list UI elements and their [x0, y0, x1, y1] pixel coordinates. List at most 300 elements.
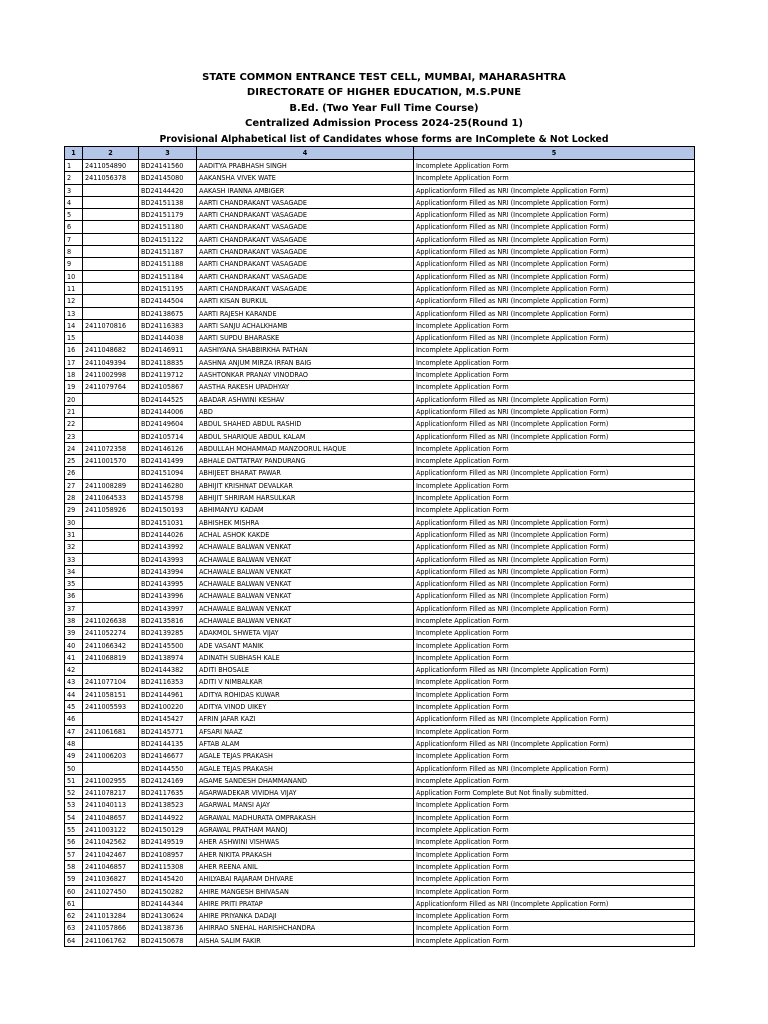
serial-cell: 43 — [65, 676, 83, 688]
form-number-cell: BD24144026 — [139, 528, 197, 540]
candidate-name-cell: AFTAB ALAM — [197, 737, 414, 749]
candidate-name-cell: AARTI KISAN BURKUL — [197, 295, 414, 307]
status-cell: Incomplete Application Form — [414, 381, 695, 393]
table-row — [65, 528, 695, 540]
status-cell: Incomplete Application Form — [414, 774, 695, 786]
serial-cell: 44 — [65, 688, 83, 700]
status-cell: Applicationform Filled as NRI (Incomplete Application Form) — [414, 528, 695, 540]
candidate-name-cell: ACHAWALE BALWAN VENKAT — [197, 602, 414, 614]
table-row — [65, 492, 695, 504]
status-cell: Incomplete Application Form — [414, 848, 695, 860]
header-title: STATE COMMON ENTRANCE TEST CELL, MUMBAI, MAHARASHTRA — [202, 72, 566, 83]
application-id-cell: 2411002955 — [83, 774, 139, 786]
application-id-cell: 2411036827 — [83, 873, 139, 885]
status-cell: Incomplete Application Form — [414, 504, 695, 516]
table-row — [65, 848, 695, 860]
candidate-name-cell: AARTI SANJU ACHALKHAMB — [197, 319, 414, 331]
table-row — [65, 467, 695, 479]
serial-cell: 62 — [65, 910, 83, 922]
status-cell: Applicationform Filled as NRI (Incomplete Application Form) — [414, 467, 695, 479]
candidate-name-cell: AHER ASHWINI VISHWAS — [197, 836, 414, 848]
application-id-cell — [83, 516, 139, 528]
candidate-name-cell: AAKASH IRANNA AMBIGER — [197, 184, 414, 196]
candidate-name-cell: AARTI CHANDRAKANT VASAGADE — [197, 221, 414, 233]
status-cell: Incomplete Application Form — [414, 860, 695, 872]
application-id-cell: 2411003122 — [83, 824, 139, 836]
serial-cell: 19 — [65, 381, 83, 393]
application-id-cell: 2411048657 — [83, 811, 139, 823]
serial-cell: 16 — [65, 344, 83, 356]
serial-cell: 5 — [65, 209, 83, 221]
candidate-name-cell: AFRIN JAFAR KAZI — [197, 713, 414, 725]
status-cell: Incomplete Application Form — [414, 934, 695, 946]
candidate-name-cell: ABHIMANYU KADAM — [197, 504, 414, 516]
application-id-cell: 2411049394 — [83, 356, 139, 368]
candidate-name-cell: AHIRE PRITI PRATAP — [197, 897, 414, 909]
candidate-name-cell: AGRAWAL PRATHAM MANOJ — [197, 824, 414, 836]
status-cell: Incomplete Application Form — [414, 799, 695, 811]
serial-cell: 14 — [65, 319, 83, 331]
table-row — [65, 209, 695, 221]
table-row — [65, 664, 695, 676]
form-number-cell: BD24151195 — [139, 282, 197, 294]
candidate-name-cell: ABHIJIT SHRIRAM HARSULKAR — [197, 492, 414, 504]
application-id-cell — [83, 282, 139, 294]
form-number-cell: BD24138974 — [139, 651, 197, 663]
status-cell: Incomplete Application Form — [414, 344, 695, 356]
form-number-cell: BD24151188 — [139, 258, 197, 270]
table-row — [65, 627, 695, 639]
candidate-name-cell: AFSARI NAAZ — [197, 725, 414, 737]
serial-cell: 4 — [65, 196, 83, 208]
application-id-cell: 2411079764 — [83, 381, 139, 393]
serial-cell: 20 — [65, 393, 83, 405]
form-number-cell: BD24116353 — [139, 676, 197, 688]
table-row — [65, 774, 695, 786]
serial-cell: 36 — [65, 590, 83, 602]
form-number-cell: BD24151094 — [139, 467, 197, 479]
status-cell: Applicationform Filled as NRI (Incomplete Application Form) — [414, 541, 695, 553]
candidate-name-cell: ABADAR ASHWINI KESHAV — [197, 393, 414, 405]
form-number-cell: BD24144135 — [139, 737, 197, 749]
serial-cell: 33 — [65, 553, 83, 565]
status-cell: Applicationform Filled as NRI (Incomplete Application Form) — [414, 209, 695, 221]
form-number-cell: BD24145420 — [139, 873, 197, 885]
status-cell: Application Form Complete But Not finally submitted. — [414, 787, 695, 799]
form-number-cell: BD24151180 — [139, 221, 197, 233]
serial-cell: 58 — [65, 860, 83, 872]
form-number-cell: BD24116383 — [139, 319, 197, 331]
application-id-cell: 2411068819 — [83, 651, 139, 663]
form-number-cell: BD24138736 — [139, 922, 197, 934]
application-id-cell: 2411048682 — [83, 344, 139, 356]
serial-cell: 49 — [65, 750, 83, 762]
table-row — [65, 614, 695, 626]
form-number-cell: BD24149604 — [139, 418, 197, 430]
status-cell: Applicationform Filled as NRI (Incomplete Application Form) — [414, 737, 695, 749]
form-number-cell: BD24144525 — [139, 393, 197, 405]
application-id-cell: 2411013284 — [83, 910, 139, 922]
candidate-name-cell: AASHTONKAR PRANAY VINODRAO — [197, 369, 414, 381]
table-row — [65, 713, 695, 725]
table-row — [65, 504, 695, 516]
form-number-cell: BD24105714 — [139, 430, 197, 442]
form-number-cell: BD24150282 — [139, 885, 197, 897]
status-cell: Incomplete Application Form — [414, 725, 695, 737]
serial-cell: 30 — [65, 516, 83, 528]
status-cell: Applicationform Filled as NRI (Incomplete Application Form) — [414, 590, 695, 602]
status-cell: Applicationform Filled as NRI (Incomplete Application Form) — [414, 897, 695, 909]
table-row — [65, 455, 695, 467]
status-cell: Incomplete Application Form — [414, 369, 695, 381]
table-row — [65, 799, 695, 811]
status-cell: Incomplete Application Form — [414, 160, 695, 172]
table-row — [65, 393, 695, 405]
table-row — [65, 516, 695, 528]
table-row — [65, 282, 695, 294]
serial-cell: 56 — [65, 836, 83, 848]
form-number-cell: BD24117635 — [139, 787, 197, 799]
serial-cell: 28 — [65, 492, 83, 504]
application-id-cell — [83, 393, 139, 405]
status-cell: Incomplete Application Form — [414, 614, 695, 626]
status-cell: Incomplete Application Form — [414, 479, 695, 491]
serial-cell: 7 — [65, 233, 83, 245]
document-header — [0, 70, 768, 147]
form-number-cell: BD24143994 — [139, 565, 197, 577]
application-id-cell: 2411070816 — [83, 319, 139, 331]
status-cell: Incomplete Application Form — [414, 172, 695, 184]
table-row — [65, 442, 695, 454]
form-number-cell: BD24145798 — [139, 492, 197, 504]
application-id-cell: 2411066342 — [83, 639, 139, 651]
serial-cell: 38 — [65, 614, 83, 626]
application-id-cell — [83, 258, 139, 270]
serial-cell: 35 — [65, 578, 83, 590]
serial-cell: 47 — [65, 725, 83, 737]
serial-cell: 26 — [65, 467, 83, 479]
application-id-cell: 2411061762 — [83, 934, 139, 946]
candidate-name-cell: AGARWAL MANSI AJAY — [197, 799, 414, 811]
candidate-name-cell: AARTI CHANDRAKANT VASAGADE — [197, 246, 414, 258]
status-cell: Incomplete Application Form — [414, 885, 695, 897]
table-row — [65, 270, 695, 282]
form-number-cell: BD24151179 — [139, 209, 197, 221]
table-row — [65, 824, 695, 836]
table-row — [65, 651, 695, 663]
serial-cell: 25 — [65, 455, 83, 467]
candidate-name-cell: AADITYA PRABHASH SINGH — [197, 160, 414, 172]
table-row — [65, 196, 695, 208]
form-number-cell: BD24146126 — [139, 442, 197, 454]
table-row — [65, 811, 695, 823]
form-number-cell: BD24144550 — [139, 762, 197, 774]
table-row — [65, 922, 695, 934]
status-cell: Incomplete Application Form — [414, 651, 695, 663]
table-row — [65, 897, 695, 909]
serial-cell: 45 — [65, 701, 83, 713]
serial-cell: 46 — [65, 713, 83, 725]
status-cell: Applicationform Filled as NRI (Incomplete Application Form) — [414, 578, 695, 590]
table-row — [65, 332, 695, 344]
application-id-cell — [83, 221, 139, 233]
serial-cell: 57 — [65, 848, 83, 860]
form-number-cell: BD24135816 — [139, 614, 197, 626]
candidate-name-cell: ABDULLAH MOHAMMAD MANZOORUL HAQUE — [197, 442, 414, 454]
table-row — [65, 258, 695, 270]
form-number-cell: BD24150678 — [139, 934, 197, 946]
column-header: 2 — [83, 147, 139, 160]
form-number-cell: BD24144038 — [139, 332, 197, 344]
application-id-cell: 2411054890 — [83, 160, 139, 172]
application-id-cell — [83, 713, 139, 725]
status-cell: Applicationform Filled as NRI (Incomplete Application Form) — [414, 332, 695, 344]
form-number-cell: BD24150193 — [139, 504, 197, 516]
form-number-cell: BD24144961 — [139, 688, 197, 700]
candidate-name-cell: ABHISHEK MISHRA — [197, 516, 414, 528]
form-number-cell: BD24130624 — [139, 910, 197, 922]
status-cell: Incomplete Application Form — [414, 910, 695, 922]
form-number-cell: BD24144504 — [139, 295, 197, 307]
application-id-cell: 2411061681 — [83, 725, 139, 737]
table-row — [65, 319, 695, 331]
table-row — [65, 701, 695, 713]
candidate-name-cell: AARTI CHANDRAKANT VASAGADE — [197, 209, 414, 221]
candidate-name-cell: ADE VASANT MANIK — [197, 639, 414, 651]
form-number-cell: BD24108957 — [139, 848, 197, 860]
status-cell: Applicationform Filled as NRI (Incomplete Application Form) — [414, 713, 695, 725]
serial-cell: 2 — [65, 172, 83, 184]
table-row — [65, 172, 695, 184]
serial-cell: 15 — [65, 332, 83, 344]
form-number-cell: BD24141499 — [139, 455, 197, 467]
table-row — [65, 725, 695, 737]
table-row — [65, 578, 695, 590]
application-id-cell — [83, 233, 139, 245]
application-id-cell — [83, 209, 139, 221]
serial-cell: 55 — [65, 824, 83, 836]
application-id-cell: 2411058926 — [83, 504, 139, 516]
application-id-cell — [83, 762, 139, 774]
status-cell: Applicationform Filled as NRI (Incomplete Application Form) — [414, 221, 695, 233]
status-cell: Applicationform Filled as NRI (Incomplete Application Form) — [414, 246, 695, 258]
application-id-cell — [83, 541, 139, 553]
serial-cell: 8 — [65, 246, 83, 258]
form-number-cell: BD24144922 — [139, 811, 197, 823]
table-row — [65, 160, 695, 172]
table-row — [65, 221, 695, 233]
candidate-name-cell: ACHAWALE BALWAN VENKAT — [197, 565, 414, 577]
serial-cell: 39 — [65, 627, 83, 639]
application-id-cell — [83, 897, 139, 909]
candidate-name-cell: AGALE TEJAS PRAKASH — [197, 750, 414, 762]
form-number-cell: BD24151122 — [139, 233, 197, 245]
serial-cell: 42 — [65, 664, 83, 676]
status-cell: Applicationform Filled as NRI (Incomplete Application Form) — [414, 282, 695, 294]
candidate-name-cell: ADITI V NIMBALKAR — [197, 676, 414, 688]
candidate-name-cell: ABDUL SHARIQUE ABDUL KALAM — [197, 430, 414, 442]
form-number-cell: BD24138675 — [139, 307, 197, 319]
status-cell: Incomplete Application Form — [414, 455, 695, 467]
candidate-name-cell: ACHAWALE BALWAN VENKAT — [197, 541, 414, 553]
serial-cell: 64 — [65, 934, 83, 946]
application-id-cell — [83, 295, 139, 307]
status-cell: Incomplete Application Form — [414, 492, 695, 504]
application-id-cell — [83, 246, 139, 258]
form-number-cell: BD24151031 — [139, 516, 197, 528]
status-cell: Incomplete Application Form — [414, 922, 695, 934]
application-id-cell: 2411046857 — [83, 860, 139, 872]
form-number-cell: BD24144006 — [139, 405, 197, 417]
serial-cell: 24 — [65, 442, 83, 454]
form-number-cell: BD24146677 — [139, 750, 197, 762]
form-number-cell: BD24118835 — [139, 356, 197, 368]
status-cell: Incomplete Application Form — [414, 688, 695, 700]
form-number-cell: BD24105867 — [139, 381, 197, 393]
status-cell: Applicationform Filled as NRI (Incomplete Application Form) — [414, 664, 695, 676]
header-course: B.Ed. (Two Year Full Time Course) — [289, 102, 479, 114]
candidate-name-cell: AASHNA ANJUM MIRZA IRFAN BAIG — [197, 356, 414, 368]
application-id-cell — [83, 418, 139, 430]
candidate-name-cell: AHIRRAO SNEHAL HARISHCHANDRA — [197, 922, 414, 934]
serial-cell: 41 — [65, 651, 83, 663]
table-row — [65, 307, 695, 319]
application-id-cell: 2411077104 — [83, 676, 139, 688]
application-id-cell: 2411042562 — [83, 836, 139, 848]
candidate-name-cell: AAKANSHA VIVEK WATE — [197, 172, 414, 184]
column-header: 5 — [414, 147, 695, 160]
serial-cell: 6 — [65, 221, 83, 233]
candidate-name-cell: ABDUL SHAHED ABDUL RASHID — [197, 418, 414, 430]
status-cell: Applicationform Filled as NRI (Incomplete Application Form) — [414, 565, 695, 577]
application-id-cell: 2411052274 — [83, 627, 139, 639]
table-row — [65, 860, 695, 872]
candidate-name-cell: AISHA SALIM FAKIR — [197, 934, 414, 946]
table-row — [65, 737, 695, 749]
form-number-cell: BD24146280 — [139, 479, 197, 491]
form-number-cell: BD24151187 — [139, 246, 197, 258]
status-cell: Incomplete Application Form — [414, 442, 695, 454]
serial-cell: 59 — [65, 873, 83, 885]
form-number-cell: BD24143997 — [139, 602, 197, 614]
form-number-cell: BD24151138 — [139, 196, 197, 208]
table-row — [65, 750, 695, 762]
status-cell: Applicationform Filled as NRI (Incomplete Application Form) — [414, 602, 695, 614]
status-cell: Applicationform Filled as NRI (Incomplete Application Form) — [414, 307, 695, 319]
candidate-name-cell: AARTI RAJESH KARANDE — [197, 307, 414, 319]
application-id-cell — [83, 307, 139, 319]
table-row — [65, 418, 695, 430]
candidate-name-cell: AHILYABAI RAJARAM DHIVARE — [197, 873, 414, 885]
candidate-name-cell: ACHAWALE BALWAN VENKAT — [197, 614, 414, 626]
status-cell: Incomplete Application Form — [414, 627, 695, 639]
application-id-cell: 2411072358 — [83, 442, 139, 454]
application-id-cell — [83, 737, 139, 749]
form-number-cell: BD24139285 — [139, 627, 197, 639]
form-number-cell: BD24151184 — [139, 270, 197, 282]
serial-cell: 13 — [65, 307, 83, 319]
serial-cell: 60 — [65, 885, 83, 897]
status-cell: Applicationform Filled as NRI (Incomplete Application Form) — [414, 516, 695, 528]
table-row — [65, 602, 695, 614]
serial-cell: 23 — [65, 430, 83, 442]
table-row — [65, 885, 695, 897]
table-row — [65, 233, 695, 245]
status-cell: Incomplete Application Form — [414, 750, 695, 762]
application-id-cell: 2411056378 — [83, 172, 139, 184]
serial-cell: 63 — [65, 922, 83, 934]
table-row — [65, 369, 695, 381]
application-id-cell: 2411001570 — [83, 455, 139, 467]
table-row — [65, 565, 695, 577]
serial-cell: 51 — [65, 774, 83, 786]
application-id-cell: 2411057866 — [83, 922, 139, 934]
status-cell: Incomplete Application Form — [414, 873, 695, 885]
candidate-name-cell: AGARWADEKAR VIVIDHA VIJAY — [197, 787, 414, 799]
header-list-description: Provisional Alphabetical list of Candidates whose forms are InComplete & Not Locked — [159, 133, 609, 145]
serial-cell: 27 — [65, 479, 83, 491]
table-row — [65, 762, 695, 774]
serial-cell: 61 — [65, 897, 83, 909]
serial-cell: 21 — [65, 405, 83, 417]
header-process: Centralized Admission Process 2024-25(Round 1) — [244, 118, 524, 130]
candidate-name-cell: ADITYA ROHIDAS KUWAR — [197, 688, 414, 700]
form-number-cell: BD24144344 — [139, 897, 197, 909]
application-id-cell: 2411002998 — [83, 369, 139, 381]
application-id-cell — [83, 553, 139, 565]
table-row — [65, 787, 695, 799]
table-row — [65, 430, 695, 442]
status-cell: Incomplete Application Form — [414, 836, 695, 848]
application-id-cell: 2411005593 — [83, 701, 139, 713]
serial-cell: 54 — [65, 811, 83, 823]
table-row — [65, 836, 695, 848]
status-cell: Incomplete Application Form — [414, 811, 695, 823]
application-id-cell — [83, 184, 139, 196]
table-row — [65, 295, 695, 307]
status-cell: Applicationform Filled as NRI (Incomplete Application Form) — [414, 762, 695, 774]
application-id-cell — [83, 467, 139, 479]
table-row — [65, 910, 695, 922]
candidate-name-cell: ACHAWALE BALWAN VENKAT — [197, 578, 414, 590]
form-number-cell: BD24143992 — [139, 541, 197, 553]
candidate-name-cell: ACHAL ASHOK KAKDE — [197, 528, 414, 540]
table-header-row — [65, 147, 695, 160]
application-id-cell: 2411027450 — [83, 885, 139, 897]
candidate-name-cell: AARTI CHANDRAKANT VASAGADE — [197, 196, 414, 208]
application-id-cell: 2411064533 — [83, 492, 139, 504]
header-directorate: DIRECTORATE OF HIGHER EDUCATION, M.S.PUNE — [246, 87, 522, 99]
status-cell: Incomplete Application Form — [414, 676, 695, 688]
application-id-cell — [83, 332, 139, 344]
status-cell: Incomplete Application Form — [414, 319, 695, 331]
form-number-cell: BD24100220 — [139, 701, 197, 713]
status-cell: Applicationform Filled as NRI (Incomplete Application Form) — [414, 258, 695, 270]
form-number-cell: BD24145080 — [139, 172, 197, 184]
serial-cell: 52 — [65, 787, 83, 799]
table-row — [65, 246, 695, 258]
application-id-cell — [83, 270, 139, 282]
table-row — [65, 184, 695, 196]
application-id-cell — [83, 528, 139, 540]
candidate-name-cell: AHIRE PRIYANKA DADAJI — [197, 910, 414, 922]
application-id-cell — [83, 196, 139, 208]
candidate-name-cell: ABHALE DATTATRAY PANDURANG — [197, 455, 414, 467]
candidate-name-cell: ABHIJIT KRISHNAT DEVALKAR — [197, 479, 414, 491]
serial-cell: 53 — [65, 799, 83, 811]
serial-cell: 40 — [65, 639, 83, 651]
status-cell: Incomplete Application Form — [414, 639, 695, 651]
